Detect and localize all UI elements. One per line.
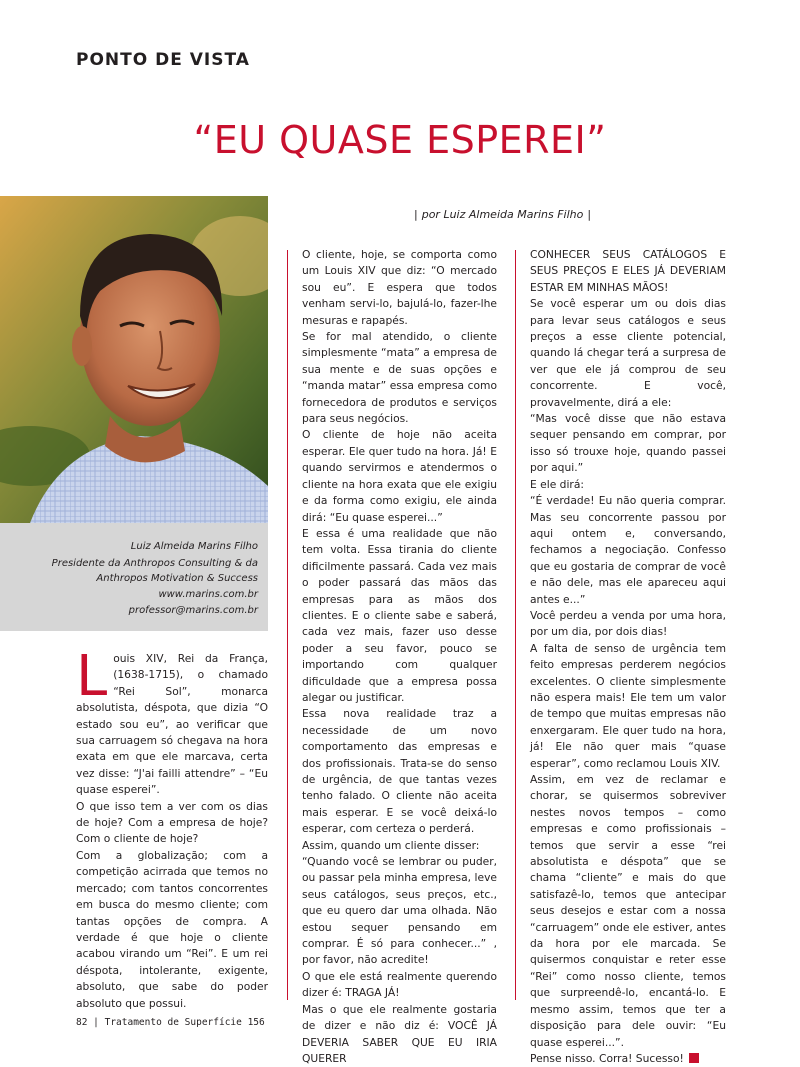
caption-website: www.marins.com.br (158, 589, 258, 600)
photo-caption (0, 523, 268, 631)
byline-right-bar: | (587, 208, 592, 221)
paragraph (530, 1051, 726, 1067)
paragraph-text: ouis XIV, Rei da França, (1638-1715), o chamado “Rei Sol”, monarca absolutista, déspota, que dizia “O estado sou eu”, ao verificar que sua carruagem só chegava na hora exata em que ele marcava, certa vez disse: “J'ai failli attendre” – “Eu quase esperei”. (76, 652, 268, 797)
paragraph: Se você esperar um ou dois dias para levar seus catálogos e seus preços a esse cliente potencial, quando lá chegar terá a surpresa de ver que ele já comprou de seu concorrente. E você, provavelmente, dirá a ele: (530, 297, 726, 409)
paragraph: CONHECER SEUS CATÁLOGOS E SEUS PREÇOS E ELES JÁ DEVERIAM ESTAR EM MINHAS MÃOS! (530, 248, 726, 294)
closing-line: Pense nisso. Corra! Sucesso! (530, 1051, 684, 1065)
paragraph: “Mas você disse que não estava sequer pensando em comprar, por isso só trouxe hoje, quando passei por aqui.” (530, 412, 726, 475)
byline-left-bar: | (414, 208, 418, 221)
page-folio: 82 | Tratamento de Superfície 156 (76, 1017, 265, 1028)
byline (410, 208, 595, 221)
article-column-3 (530, 247, 726, 1067)
paragraph: Com a globalização; com a competição acirrada que temos no mercado; com tantos concorrentes em busca do mesmo cliente; com tantas opções de compra. A verdade é que hoje o cliente acabou virando um “Rei”. E um rei déspota, intolerante, exigente, absoluto, que sabe do poder absoluto que possui. (76, 848, 268, 1010)
paragraph: O cliente, hoje, se comporta como um Louis XIV que diz: “O mercado sou eu”. E espera que todos venham servi-lo, bajulá-lo, fazer-lhe mesuras e rapapés. (302, 248, 497, 327)
paragraph: “É verdade! Eu não queria comprar. Mas seu concorrente passou por aqui ontem e, conversando, fechamos a negociação. Confesso que eu gostaria de comprar de você e não dele, mas ele apareceu aqui antes e...” (530, 494, 726, 606)
paragraph: Você perdeu a venda por uma hora, por um dia, por dois dias! (530, 608, 726, 639)
section-label: PONTO DE VISTA (76, 50, 250, 70)
paragraph: Assim, em vez de reclamar e chorar, se quisermos sobreviver nestes novos tempos – como empresas e como profissionais – temos que servir a esse “rei absolutista e déspota” que se chama “cliente” e mais do que satisfazê-lo, temos que antecipar seus desejos e estar com a nossa “carruagem” onde ele estiver, antes da hora por ele marcada. Se quisermos conquistar e reter esse “Rei” como nosso cliente, temos que surpreendê-lo, encantá-lo. E mesmo assim, temos que ter a disposição para dele ouvir: “Eu quase esperei...”. (530, 773, 726, 1049)
headline: “EU QUASE ESPEREI” (193, 118, 607, 162)
byline-author: por Luiz Almeida Marins Filho (421, 208, 584, 221)
paragraph (76, 644, 268, 799)
paragraph: “Quando você se lembrar ou puder, ou passar pela minha empresa, leve seus catálogos, seus preços, etc., que eu quero dar uma olhada. Não estou sequer pensando em comprar. É só para conhecer...” , por favor, não acredite! (302, 855, 497, 967)
caption-email: professor@marins.com.br (128, 605, 258, 616)
paragraph: O que isso tem a ver com os dias de hoje? Com a empresa de hoje? Com o cliente de hoje? (76, 799, 268, 846)
paragraph: Se for mal atendido, o cliente simplesmente “mata” a empresa de sua mente e de suas opções e “manda matar” essa empresa como fornecedora de produtos e serviços para seus negócios. (302, 330, 497, 426)
drop-cap: L (76, 644, 108, 709)
paragraph: Essa nova realidade traz a necessidade de um novo comportamento das empresas e dos profissionais. Trata-se do senso de urgência, de que tantas vezes tenho falado. O cliente não aceita mais esperar. E se você deixá-lo esperar, com certeza o perderá. (302, 707, 497, 836)
article-column-1 (76, 644, 268, 1012)
end-of-article-icon (689, 1053, 699, 1063)
caption-role-line2: Anthropos Motivation & Success (96, 573, 258, 584)
paragraph: A falta de senso de urgência tem feito empresas perderem negócios excelentes. O cliente simplesmente não espera mais! Ele tem um valor de tempo que muitas empresas não enxergaram. Ele quer tudo na hora, já! Ele não quer mais “quase esperar”, como reclamou Louis XIV. (530, 641, 726, 770)
author-photo (0, 196, 268, 523)
caption-role-line1: Presidente da Anthropos Consulting & da (51, 558, 258, 569)
paragraph: O que ele está realmente querendo dizer é: TRAGA JÁ! (302, 969, 497, 1000)
paragraph: E essa é uma realidade que não tem volta. Essa tirania do cliente dificilmente passará. Cada vez mais o poder passará das mãos das empresas para as mãos dos clientes. E o cliente sabe e saberá, cada vez mais, fazer uso desse poder a seu favor, pouco se importando com qualquer dificuldade que a empresa possa alegar ou justificar. (302, 526, 497, 704)
column-rule-right (515, 250, 516, 1000)
paragraph: E ele dirá: (530, 477, 584, 491)
paragraph: Assim, quando um cliente disser: (302, 838, 480, 852)
paragraph: Mas o que ele realmente gostaria de dizer e não diz é: VOCÊ JÁ DEVERIA SABER QUE EU IRIA QUERER (302, 1002, 497, 1065)
caption-name: Luiz Almeida Marins Filho (130, 541, 258, 552)
column-rule-left (287, 250, 288, 1000)
paragraph: O cliente de hoje não aceita esperar. Ele quer tudo na hora. Já! E quando servirmos e atendermos o cliente na hora exata que ele exigiu e da forma como exigiu, ele ainda dirá: “Eu quase esperei...” (302, 428, 497, 524)
article-column-2 (302, 247, 497, 1067)
